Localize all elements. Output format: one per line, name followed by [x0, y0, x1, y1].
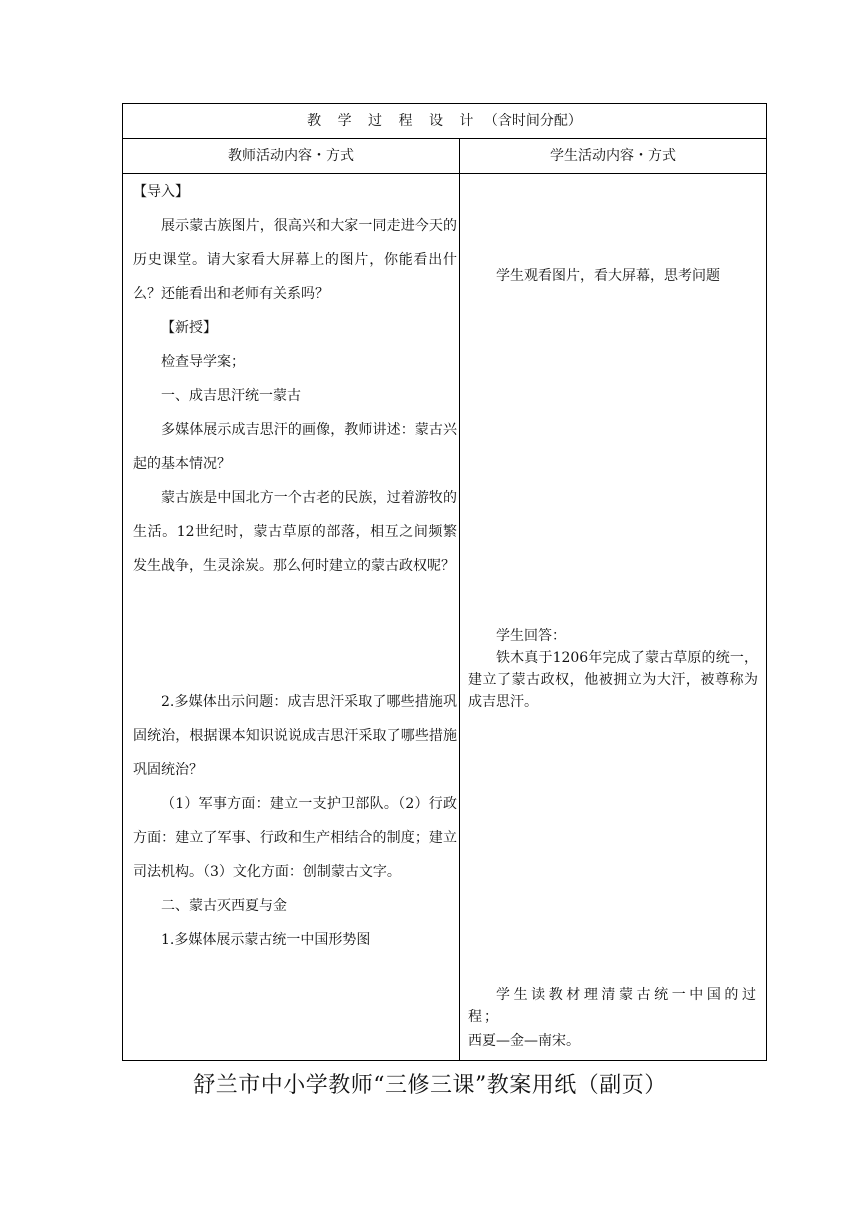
column-header-teacher: 教师活动内容・方式 — [123, 139, 460, 174]
new-lesson-heading: 【新授】 — [161, 320, 217, 336]
page-footer-caption: 舒兰市中小学教师“三修三课”教案用纸（副页） — [193, 1073, 667, 1098]
column-header-row — [123, 139, 767, 174]
mongol-background-paragraph: 蒙古族是中国北方一个古老的民族，过着游牧的生活。12世纪时，蒙古草原的部落，相互之间频繁发生战争，生灵涂炭。那么何时建立的蒙古政权呢？ — [133, 490, 457, 574]
section-1-heading: 一、成吉思汗统一蒙古 — [161, 388, 301, 404]
section-2-heading: 二、蒙古灭西夏与金 — [161, 898, 287, 914]
column-header-student: 学生活动内容・方式 — [460, 139, 767, 174]
student-observe-text: 学生观看图片，看大屏幕，思考问题 — [496, 268, 720, 284]
content-row — [123, 174, 767, 1061]
student-answer-label: 学生回答： — [496, 628, 566, 644]
student-activity-cell — [460, 174, 767, 1061]
table-title-cell — [123, 104, 767, 139]
table-title-row — [123, 104, 767, 139]
intro-heading: 【导入】 — [133, 184, 189, 200]
teacher-activity-cell — [123, 174, 460, 1061]
check-guide-text: 检查导学案； — [161, 354, 245, 370]
student-read-text: 学生读教材理清蒙古统一中国的过程； — [468, 987, 758, 1025]
intro-paragraph: 展示蒙古族图片，很高兴和大家一同走进今天的历史课堂。请大家看大屏幕上的图片，你能看出什么？还能看出和老师有关系吗？ — [133, 218, 457, 302]
media-question-paragraph: 2.多媒体出示问题：成吉思汗采取了哪些措施巩固统治，根据课本知识说说成吉思汗采取了哪些措施巩固统治？ — [133, 694, 457, 778]
lesson-plan-table — [122, 103, 767, 1061]
student-answer-text: 铁木真于1206年完成了蒙古草原的统一，建立了蒙古政权，他被拥立为大汗，被尊称为成吉思汗。 — [468, 650, 758, 710]
table-title-note: （含时间分配） — [483, 113, 582, 129]
student-sequence-text: 西夏—金—南宋。 — [468, 1033, 580, 1049]
media-portrait-paragraph: 多媒体展示成吉思汗的画像，教师讲述：蒙古兴起的基本情况？ — [133, 422, 457, 472]
measures-paragraph: （1）军事方面：建立一支护卫部队。（2）行政方面：建立了军事、行政和生产相结合的制度；建立司法机构。（3）文化方面：创制蒙古文字。 — [133, 796, 457, 880]
media-map-paragraph: 1.多媒体展示蒙古统一中国形势图 — [161, 932, 371, 948]
table-title: 教 学 过 程 设 计 — [307, 113, 480, 129]
